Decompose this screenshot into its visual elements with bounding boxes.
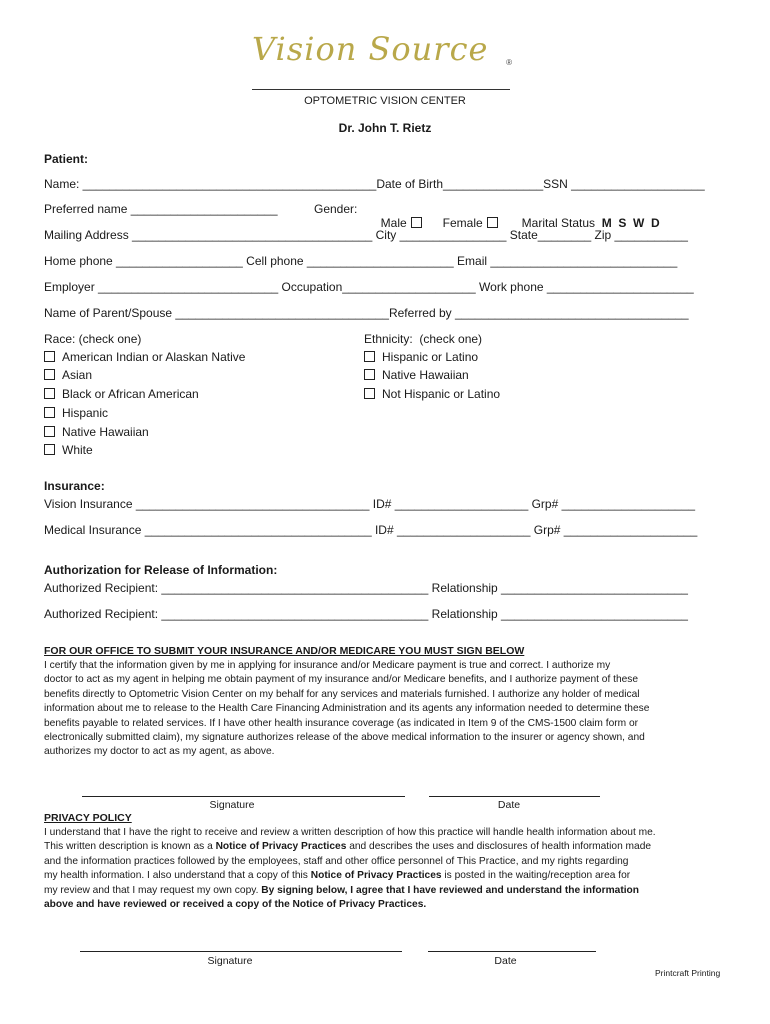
logo-text: Vision Source [252,30,489,68]
gender-female[interactable] [436,202,498,230]
race-option-label: Hispanic [62,406,109,420]
phone-row[interactable]: Home phone ___________________ Cell phone ______________________ Email ____________________________ [44,254,678,268]
insurance-heading: Insurance: [44,479,105,493]
race-checkbox[interactable] [44,407,55,418]
practice-name: OPTOMETRIC VISION CENTER [304,95,466,107]
race-option-label: Black or African American [62,387,199,401]
doctor-name: Dr. John T. Rietz [338,121,432,135]
race-heading: Race: (check one) [44,332,142,346]
race-option[interactable] [44,443,93,457]
consent-paragraph [44,659,734,760]
consent-line: electronically submitted claim), my signature authorizes release of the above medical information to the insurer or agency shown, and [44,732,645,744]
race-option-label: Asian [62,368,93,382]
privacy-line: my review and that I may request my own copy. By signing below, I agree that I have reviewed and understand the information [44,884,639,896]
medical-insurance-row[interactable]: Medical Insurance __________________________________ ID# ____________________ Grp# ____________________ [44,523,698,537]
authorization-heading: Authorization for Release of Information: [44,563,278,577]
race-option-label: American Indian or Alaskan Native [62,350,246,364]
name-row[interactable]: Name: ____________________________________________Date of Birth_______________SSN ____________________ [44,177,705,191]
race-checkbox[interactable] [44,444,55,455]
privacy-line: This written description is known as a Notice of Privacy Practices and describes the uses and disclosures of health information made [44,841,652,853]
consent-heading: FOR OUR OFFICE TO SUBMIT YOUR INSURANCE AND/OR MEDICARE YOU MUST SIGN BELOW [44,645,525,657]
consent-signature-line[interactable] [82,796,405,797]
printer-credit: Printcraft Printing [655,968,721,978]
male-checkbox[interactable] [411,217,422,228]
parent-spouse-row[interactable]: Name of Parent/Spouse ________________________________Referred by ___________________________________ [44,306,689,320]
race-option[interactable] [44,368,92,382]
ethnicity-option[interactable] [364,350,478,364]
consent-date-label: Date [497,799,521,811]
privacy-line: and the information practices followed by the employees, staff and other office personnel of This Practice, and my rights regarding [44,855,629,867]
ethnicity-option-label: Not Hispanic or Latino [382,387,501,401]
race-option-label: Native Hawaiian [62,425,149,439]
race-checkbox[interactable] [44,388,55,399]
ethnicity-checkbox[interactable] [364,388,375,399]
female-checkbox[interactable] [487,217,498,228]
consent-line: doctor to act as my agent in helping me obtain payment of my insurance and/or Medicare benefits, and I authorize payment of these [44,674,639,686]
consent-line: I certify that the information given by me in applying for insurance and/or Medicare payment is true and correct. I authorize my [44,660,611,671]
consent-line: information about me to release to the Health Care Financing Administration and its agents any information needed to determine these [44,703,650,715]
race-checkbox[interactable] [44,351,55,362]
vision-source-logo [252,30,514,94]
race-option[interactable] [44,350,245,364]
privacy-signature-line[interactable] [80,951,402,952]
race-option-label: White [62,443,93,457]
patient-heading: Patient: [44,152,89,166]
gender-label: Gender: [314,202,358,216]
race-option[interactable] [44,406,108,420]
marital-status[interactable] [515,202,660,230]
marital-label: Marital Status [521,216,596,230]
consent-line: benefits directly to Optometric Vision Center on my behalf for any services and materials furnished. I authorize any holder of medical [44,688,640,700]
consent-signature-label: Signature [209,799,255,811]
logo-divider [252,89,510,90]
authorized-recipient-row[interactable]: Authorized Recipient: ________________________________________ Relationship ____________________________ [44,607,688,621]
mailing-address-row[interactable]: Mailing Address ____________________________________ City ________________ State________ Zip ___________ [44,228,688,242]
female-label: Female [442,216,483,230]
consent-line: benefits payable to related services. If I have other health insurance coverage (as indicated in Item 9 of the CMS-1500 claim form or [44,717,639,729]
ethnicity-heading: Ethnicity: (check one) [364,332,483,346]
marital-options[interactable]: M S W D [601,216,660,230]
ethnicity-option-label: Native Hawaiian [382,368,469,382]
consent-line: authorizes my doctor to act as my agent, as above. [44,746,275,758]
privacy-paragraph [44,826,734,912]
privacy-heading: PRIVACY POLICY [44,812,132,824]
privacy-date-line[interactable] [428,951,596,952]
race-checkbox[interactable] [44,426,55,437]
privacy-line: my health information. I also understand that a copy of this Notice of Privacy Practices is posted in the waiting/reception area for [44,870,631,882]
ethnicity-checkbox[interactable] [364,369,375,380]
employer-row[interactable]: Employer ___________________________ Occupation____________________ Work phone ______________________ [44,280,694,294]
registered-mark: ® [506,58,512,67]
race-checkbox[interactable] [44,369,55,380]
ethnicity-option-label: Hispanic or Latino [382,350,479,364]
privacy-signature-label: Signature [207,955,253,967]
ethnicity-option[interactable] [364,368,469,382]
male-label: Male [380,216,407,230]
vision-insurance-row[interactable]: Vision Insurance ___________________________________ ID# ____________________ Grp# ____________________ [44,497,696,511]
ethnicity-option[interactable] [364,387,500,401]
consent-date-line[interactable] [429,796,600,797]
preferred-name-row[interactable]: Preferred name ______________________ [44,202,278,216]
privacy-date-label: Date [494,955,517,967]
privacy-line: above and have reviewed or received a copy of the Notice of Privacy Practices. [44,899,427,911]
race-option[interactable] [44,425,149,439]
authorized-recipient-row[interactable]: Authorized Recipient: ________________________________________ Relationship ____________________________ [44,581,688,595]
privacy-line: I understand that I have the right to receive and review a written description of how this practice will handle health information about me. [44,827,656,838]
race-option[interactable] [44,387,199,401]
gender-male[interactable] [374,202,422,230]
ethnicity-checkbox[interactable] [364,351,375,362]
